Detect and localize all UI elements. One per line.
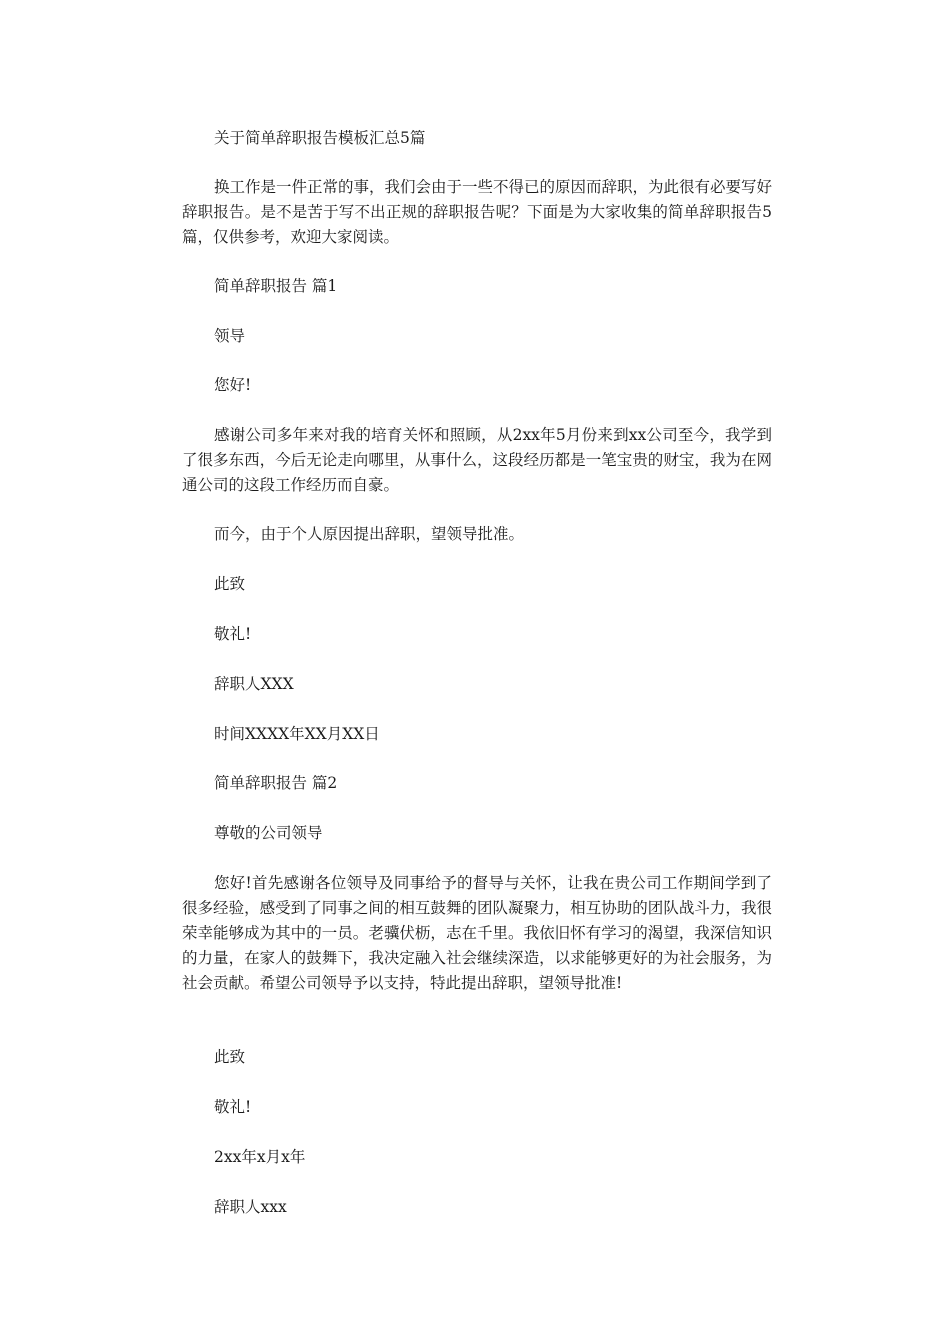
letter1-date: 时间XXXX年XX月XX日 xyxy=(214,725,380,743)
letter2-signer: 辞职人xxx xyxy=(214,1198,287,1216)
letter1-salutation: 领导 xyxy=(214,327,246,345)
letter2-date: 2xx年x月x年 xyxy=(214,1148,306,1166)
letter2-heading: 简单辞职报告 篇2 xyxy=(214,774,338,792)
letter1-body-paragraph-2: 而今，由于个人原因提出辞职，望领导批准。 xyxy=(214,525,525,543)
letter2-closing-2: 敬礼! xyxy=(214,1098,252,1116)
letter2-closing-1: 此致 xyxy=(214,1048,246,1066)
letter1-greeting: 您好! xyxy=(214,376,252,394)
intro-paragraph: 换工作是一件正常的事，我们会由于一些不得已的原因而辞职，为此很有必要写好辞职报告。是不是苦于写不出正规的辞职报告呢？下面是为大家收集的简单辞职报告5篇，仅供参考，欢迎大家阅读。 xyxy=(182,178,773,246)
letter1-closing-1: 此致 xyxy=(214,575,246,593)
letter1-signer: 辞职人XXX xyxy=(214,675,294,693)
letter2-salutation: 尊敬的公司领导 xyxy=(214,824,323,842)
document-title: 关于简单辞职报告模板汇总5篇 xyxy=(214,129,426,147)
letter1-body-paragraph: 感谢公司多年来对我的培育关怀和照顾，从2xx年5月份来到xx公司至今，我学到了很多东西，今后无论走向哪里，从事什么，这段经历都是一笔宝贵的财宝，我为在网通公司的这段工作经历而自豪。 xyxy=(182,426,772,494)
letter1-heading: 简单辞职报告 篇1 xyxy=(214,277,338,295)
letter2-body-paragraph: 您好!首先感谢各位领导及同事给予的督导与关怀，让我在贵公司工作期间学到了很多经验，感受到了同事之间的相互鼓舞的团队凝聚力，相互协助的团队战斗力，我很荣幸能够成为其中的一员。老骥伏枥，志在千里。我依旧怀有学习的渴望，我深信知识的力量，在家人的鼓舞下，我决定融入社会继续深造，以求能够更好的为社会服务，为社会贡献。希望公司领导予以支持，特此提出辞职，望领导批准! xyxy=(182,874,772,992)
letter1-closing-2: 敬礼! xyxy=(214,625,252,643)
